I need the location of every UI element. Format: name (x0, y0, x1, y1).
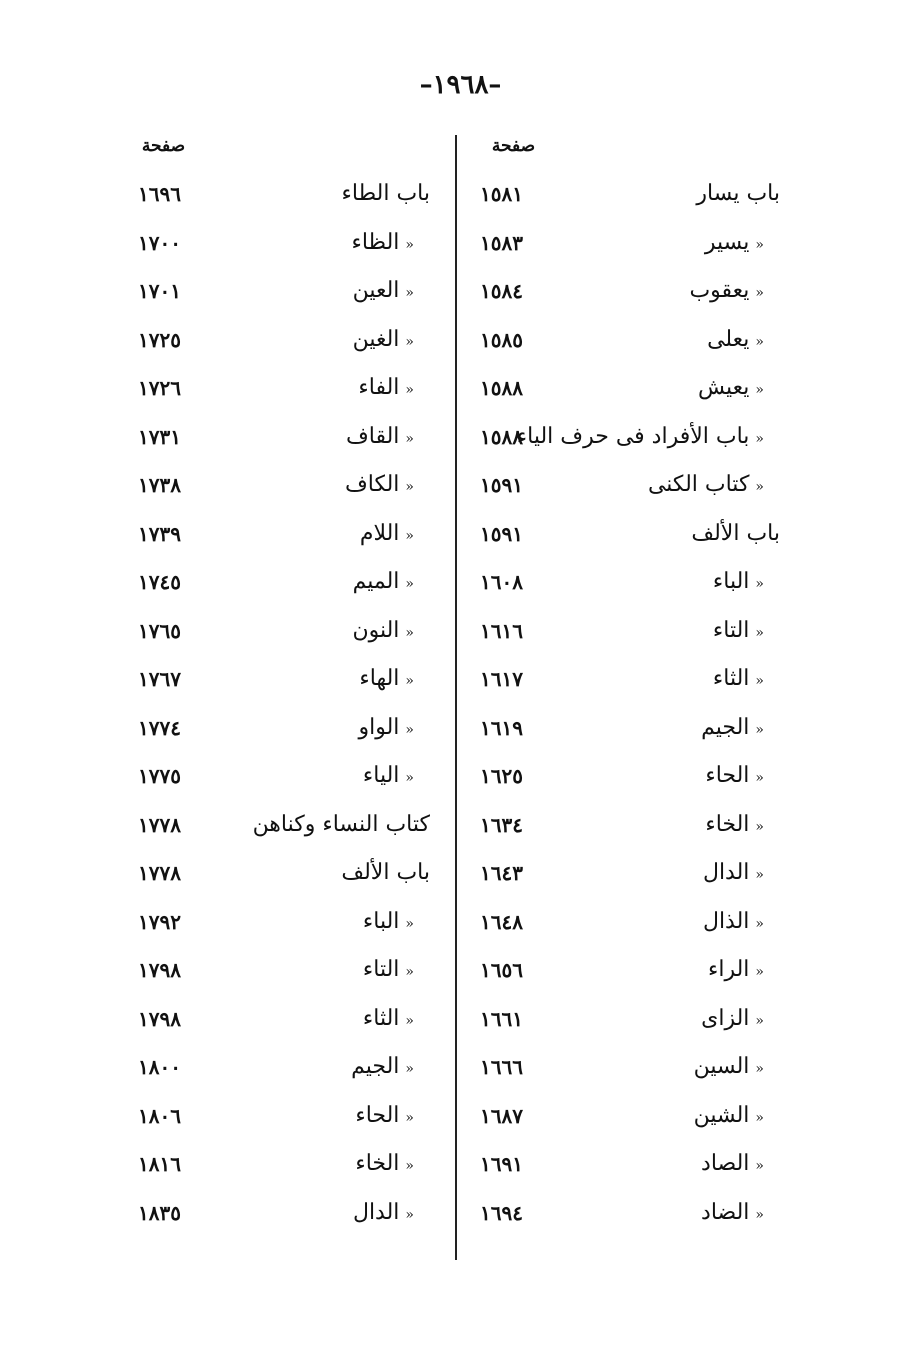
index-entry (470, 558, 780, 607)
entry-label (355, 1092, 414, 1142)
entry-label (355, 1140, 414, 1190)
entry-text: كتاب الكنى (647, 472, 750, 497)
entry-text: الواو (358, 714, 400, 740)
entry-text: الدال (702, 860, 750, 885)
entry-page-number: ١٧٢٥ (138, 327, 181, 352)
index-entry (470, 946, 780, 995)
index-entry (470, 510, 780, 559)
entry-page-number: ١٦٢٥ (480, 764, 523, 788)
ditto-mark: « (405, 333, 414, 350)
index-entry (470, 607, 780, 656)
entry-text: الثاء (712, 666, 750, 691)
entry-page-number: ١٦٤٨ (480, 909, 523, 934)
index-entry (130, 704, 430, 753)
index-entry (470, 413, 780, 462)
entry-label (694, 1043, 764, 1093)
index-entry (130, 1189, 430, 1238)
left-column-header (130, 130, 430, 170)
entry-label (713, 558, 764, 608)
entry-label (703, 898, 764, 948)
entry-page-number: ١٨٠٠ (138, 1055, 181, 1079)
ditto-mark: « (405, 915, 414, 932)
index-entry (470, 898, 780, 947)
entry-page-number: ١٦٦١ (480, 1006, 523, 1031)
entry-page-number: ١٧٣٩ (138, 521, 181, 546)
entry-text: العين (352, 278, 400, 303)
ditto-mark: « (405, 770, 414, 786)
entry-text: يعيش (697, 375, 750, 400)
right-column-entries (470, 170, 780, 1237)
index-entry (470, 1140, 780, 1189)
entry-page-number: ١٧٠٠ (138, 230, 181, 255)
entry-label (360, 510, 414, 560)
index-entry (130, 995, 430, 1044)
entry-label (705, 752, 764, 802)
entry-label (345, 461, 414, 511)
entry-label (689, 267, 764, 317)
entry-page-number: ١٨٠٦ (138, 1103, 181, 1128)
ditto-mark: « (755, 1206, 764, 1223)
entry-page-number: ١٧٧٥ (138, 764, 181, 788)
entry-page-number: ١٧٧٨ (138, 861, 181, 885)
entry-text: الياء (362, 763, 400, 788)
entry-label (253, 801, 430, 849)
left-column (130, 130, 430, 1237)
index-entry (470, 704, 780, 753)
index-entry (470, 995, 780, 1044)
entry-label (363, 995, 414, 1045)
index-entry (130, 364, 430, 413)
entry-page-number: ١٥٨٣ (480, 230, 523, 255)
index-entry (130, 898, 430, 947)
entry-text: الغين (352, 326, 400, 352)
index-entry (470, 170, 780, 219)
entry-label (363, 898, 414, 948)
entry-text: الهاء (359, 666, 400, 691)
index-entry (470, 267, 780, 316)
column-divider (455, 135, 457, 1260)
entry-page-number: ١٦٥٦ (480, 958, 523, 982)
ditto-mark: « (755, 673, 764, 689)
entry-label (359, 655, 414, 705)
ditto-mark: « (405, 527, 414, 544)
entry-text: التاء (362, 957, 400, 982)
entry-text: باب الألف (691, 520, 780, 546)
entry-label (352, 607, 414, 657)
index-entry (470, 849, 780, 898)
ditto-mark: « (755, 915, 764, 932)
entry-label (342, 170, 430, 218)
entry-text: كتاب النساء وكناهن (252, 811, 430, 837)
entry-page-number: ١٧٧٨ (138, 812, 181, 837)
entry-text: الظاء (351, 229, 400, 255)
entry-text: يعلى (707, 326, 750, 352)
entry-text: الباء (362, 908, 400, 934)
entry-page-number: ١٦٩٤ (480, 1200, 523, 1225)
entry-label (691, 510, 780, 558)
entry-text: يعقوب (689, 278, 750, 303)
index-entry (130, 461, 430, 510)
right-column-header (470, 130, 780, 170)
entry-page-number: ١٨٣٥ (138, 1200, 181, 1225)
entry-text: الشين (693, 1102, 750, 1128)
entry-page-number: ١٧٢٦ (138, 376, 181, 400)
index-entry (470, 219, 780, 268)
entry-page-number: ١٧٧٤ (138, 715, 181, 740)
page-column-label: صفحة (491, 136, 535, 156)
entry-page-number: ١٦١٧ (480, 667, 523, 691)
ditto-mark: « (755, 770, 764, 786)
right-column (470, 130, 780, 1237)
ditto-mark: « (755, 964, 764, 980)
ditto-mark: « (405, 430, 414, 447)
entry-label (701, 1140, 764, 1190)
entry-text: الدال (352, 1199, 400, 1225)
entry-label (517, 413, 764, 463)
entry-page-number: ١٨١٦ (138, 1152, 181, 1176)
entry-label (701, 1189, 764, 1239)
ditto-mark: « (755, 1012, 764, 1029)
index-entry (470, 801, 780, 850)
entry-text: السين (693, 1054, 750, 1079)
index-entry (130, 946, 430, 995)
entry-page-number: ١٧٣١ (138, 424, 181, 449)
entry-text: باب الطاء (341, 181, 430, 206)
entry-label (713, 655, 764, 705)
entry-page-number: ١٥٩١ (480, 473, 523, 497)
index-entry (130, 1092, 430, 1141)
ditto-mark: « (755, 1158, 764, 1174)
entry-label (358, 364, 414, 414)
entry-text: باب الأفراد فى حرف الياء (516, 423, 750, 449)
index-entry (470, 316, 780, 365)
index-entry (130, 1140, 430, 1189)
entry-label (696, 170, 780, 218)
index-entry (470, 1092, 780, 1141)
entry-page-number: ١٧٦٥ (138, 618, 181, 643)
ditto-mark: « (405, 479, 414, 495)
index-entry (470, 1043, 780, 1092)
entry-label (701, 704, 764, 754)
entry-text: الحاء (355, 1102, 400, 1128)
ditto-mark: « (405, 285, 414, 301)
ditto-mark: « (755, 1109, 764, 1126)
entry-label (705, 801, 764, 851)
entry-text: الحاء (705, 763, 750, 788)
index-entry (470, 1189, 780, 1238)
index-entry (130, 849, 430, 898)
index-entry (130, 752, 430, 801)
entry-page-number: ١٧٩٨ (138, 1006, 181, 1031)
entry-page-number: ١٧٤٥ (138, 570, 181, 594)
left-column-entries (130, 170, 430, 1237)
entry-label (353, 1189, 414, 1239)
ditto-mark: « (405, 624, 414, 641)
ditto-mark: « (405, 576, 414, 592)
ditto-mark: « (755, 430, 764, 447)
entry-text: التاء (712, 617, 750, 643)
entry-text: الباء (712, 569, 750, 594)
ditto-mark: « (755, 624, 764, 641)
ditto-mark: « (755, 236, 764, 253)
page-column-label: صفحة (141, 136, 185, 156)
entry-label (701, 995, 764, 1045)
ditto-mark: « (405, 1012, 414, 1029)
entry-page-number: ١٦٣٤ (480, 812, 523, 837)
entry-page-number: ١٦١٩ (480, 715, 523, 740)
index-entry (130, 170, 430, 219)
entry-page-number: ١٥٨٨ (480, 376, 523, 400)
ditto-mark: « (755, 1061, 764, 1077)
ditto-mark: « (755, 333, 764, 350)
ditto-mark: « (405, 1109, 414, 1126)
ditto-mark: « (405, 721, 414, 738)
ditto-mark: « (755, 818, 764, 835)
index-entry (470, 364, 780, 413)
ditto-mark: « (755, 867, 764, 883)
index-entry (130, 316, 430, 365)
entry-label (648, 461, 764, 511)
entry-page-number: ١٦٨٧ (480, 1103, 523, 1128)
entry-page-number: ١٥٨١ (480, 182, 523, 206)
index-entry (130, 510, 430, 559)
entry-page-number: ١٧٩٢ (138, 909, 181, 934)
entry-label (353, 558, 414, 608)
entry-page-number: ١٥٨٨ (480, 424, 523, 449)
entry-text: الضاد (701, 1199, 750, 1225)
entry-label (351, 1043, 414, 1093)
entry-page-number: ١٥٨٥ (480, 327, 523, 352)
entry-page-number: ١٦١٦ (480, 618, 523, 643)
entry-page-number: ١٦٦٦ (480, 1055, 523, 1079)
entry-text: الزاى (701, 1005, 750, 1031)
entry-page-number: ١٥٩١ (480, 521, 523, 546)
entry-text: النون (352, 617, 400, 643)
entry-text: الجيم (701, 714, 750, 740)
ditto-mark: « (405, 673, 414, 689)
entry-page-number: ١٧٩٨ (138, 958, 181, 982)
entry-page-number: ١٦٩٦ (138, 182, 181, 206)
entry-text: الراء (708, 957, 750, 982)
entry-label (363, 752, 414, 802)
index-entry (130, 267, 430, 316)
entry-page-number: ١٦٤٣ (480, 861, 523, 885)
ditto-mark: « (755, 576, 764, 592)
entry-label (359, 704, 415, 754)
ditto-mark: « (405, 964, 414, 980)
ditto-mark: « (405, 1206, 414, 1223)
entry-page-number: ١٧٠١ (138, 279, 181, 303)
entry-label (705, 219, 764, 269)
index-entry (470, 461, 780, 510)
entry-label (341, 849, 430, 897)
entry-text: الكاف (344, 472, 400, 497)
ditto-mark: « (755, 382, 764, 398)
entry-page-number: ١٦٩١ (480, 1152, 523, 1176)
entry-page-number: ١٧٦٧ (138, 667, 181, 691)
ditto-mark: « (755, 721, 764, 738)
entry-page-number: ١٧٣٨ (138, 473, 181, 497)
ditto-mark: « (405, 236, 414, 253)
entry-label (703, 849, 764, 899)
ditto-mark: « (405, 1158, 414, 1174)
index-entry (130, 219, 430, 268)
entry-label (694, 1092, 764, 1142)
index-entry (130, 558, 430, 607)
entry-page-number: ١٥٨٤ (480, 279, 523, 303)
entry-label (352, 219, 415, 269)
entry-label (363, 946, 414, 996)
index-entry (470, 655, 780, 704)
index-entry (130, 801, 430, 850)
entry-text: الصاد (701, 1151, 750, 1176)
entry-text: الخاء (705, 811, 750, 837)
entry-text: الذال (702, 908, 750, 934)
page-number: –١٩٦٨– (419, 70, 502, 100)
entry-text: الثاء (362, 1005, 400, 1031)
ditto-mark: « (755, 285, 764, 301)
index-entry (130, 1043, 430, 1092)
entry-label (346, 413, 414, 463)
entry-label (353, 267, 414, 317)
entry-text: الخاء (355, 1151, 400, 1176)
ditto-mark: « (755, 479, 764, 495)
entry-text: القاف (345, 423, 400, 449)
entry-label (353, 316, 414, 366)
ditto-mark: « (405, 1061, 414, 1077)
entry-text: الميم (352, 569, 400, 594)
entry-text: الجيم (351, 1054, 400, 1079)
entry-text: باب الألف (341, 860, 430, 885)
entry-label (698, 364, 764, 414)
entry-text: يسير (704, 229, 750, 255)
index-entry (130, 413, 430, 462)
entry-text: باب يسار (696, 181, 780, 206)
index-entry (130, 607, 430, 656)
index-entry (470, 752, 780, 801)
entry-label (707, 316, 764, 366)
ditto-mark: « (405, 382, 414, 398)
index-entry (130, 655, 430, 704)
entry-label (713, 607, 764, 657)
entry-page-number: ١٦٠٨ (480, 570, 523, 594)
entry-text: اللام (359, 520, 400, 546)
entry-label (708, 946, 764, 996)
entry-text: الفاء (358, 375, 400, 400)
